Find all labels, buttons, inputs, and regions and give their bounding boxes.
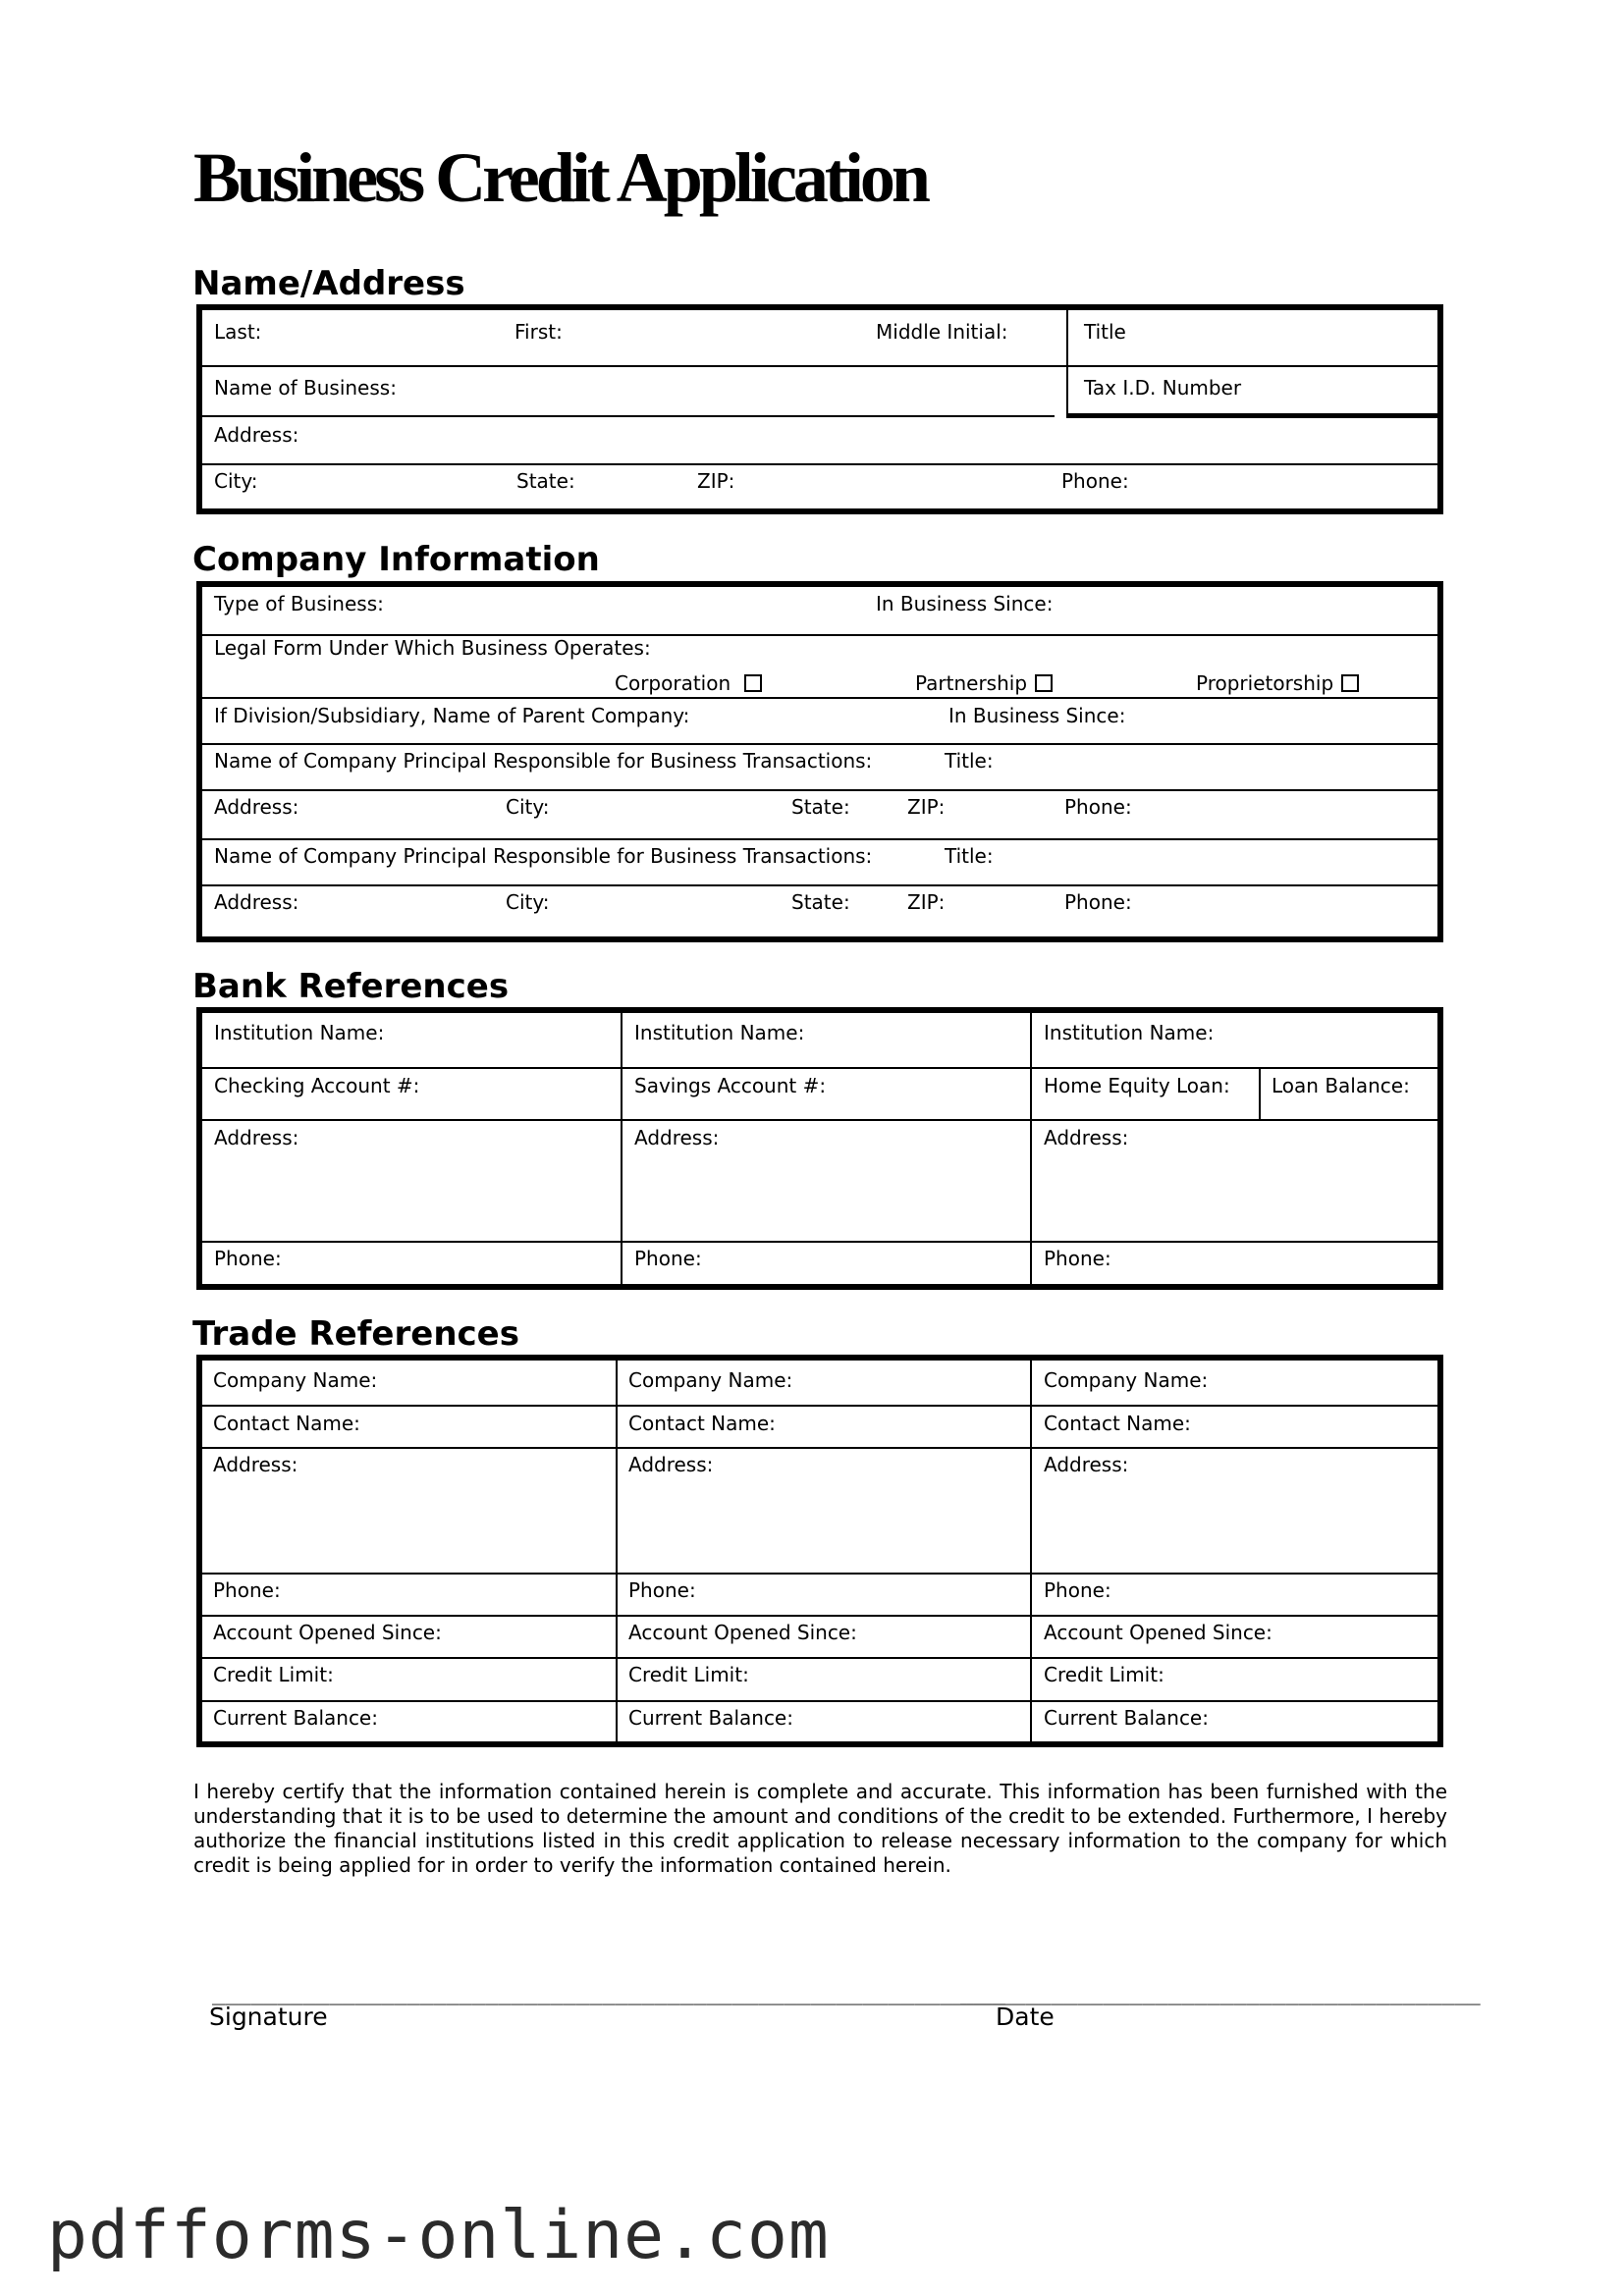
loan-balance-field[interactable]: Loan Balance:: [1272, 1074, 1410, 1097]
savings-account-field[interactable]: Savings Account #:: [634, 1074, 827, 1097]
title-field[interactable]: Title: [1084, 320, 1126, 344]
trade-2-account-opened-field[interactable]: Account Opened Since:: [628, 1621, 857, 1644]
trade-1-credit-limit-field[interactable]: Credit Limit:: [213, 1663, 334, 1686]
company-info-box: [196, 581, 1443, 942]
business-name-field[interactable]: Name of Business:: [214, 376, 397, 400]
trade-3-contact-field[interactable]: Contact Name:: [1044, 1412, 1191, 1435]
signature-label: Signature: [209, 2002, 328, 2031]
principal-1-state-field[interactable]: State:: [791, 795, 850, 819]
trade-3-company-field[interactable]: Company Name:: [1044, 1368, 1209, 1392]
tax-id-field[interactable]: Tax I.D. Number: [1084, 376, 1242, 400]
trade-3-credit-limit-field[interactable]: Credit Limit:: [1044, 1663, 1164, 1686]
trade-1-contact-field[interactable]: Contact Name:: [213, 1412, 360, 1435]
zip-field[interactable]: ZIP:: [697, 469, 735, 493]
principal-2-city-field[interactable]: City:: [506, 890, 550, 914]
section-heading-trade-refs: Trade References: [192, 1314, 519, 1354]
section-heading-name-address: Name/Address: [192, 264, 465, 303]
bank-3-institution-field[interactable]: Institution Name:: [1044, 1021, 1215, 1044]
principal-2-title-field[interactable]: Title:: [945, 844, 994, 868]
city-field[interactable]: City:: [214, 469, 258, 493]
partnership-option[interactable]: [915, 673, 1053, 694]
principal-2-state-field[interactable]: State:: [791, 890, 850, 914]
trade-refs-box: [196, 1355, 1443, 1747]
bank-1-phone-field[interactable]: Phone:: [214, 1247, 282, 1270]
bank-3-phone-field[interactable]: Phone:: [1044, 1247, 1111, 1270]
principal-1-phone-field[interactable]: Phone:: [1064, 795, 1132, 819]
trade-2-company-field[interactable]: Company Name:: [628, 1368, 793, 1392]
partnership-checkbox[interactable]: [1035, 674, 1053, 692]
trade-3-current-balance-field[interactable]: Current Balance:: [1044, 1706, 1209, 1730]
corporation-label: Corporation: [615, 671, 731, 695]
trade-1-current-balance-field[interactable]: Current Balance:: [213, 1706, 378, 1730]
phone-field[interactable]: Phone:: [1061, 469, 1129, 493]
partnership-label: Partnership: [915, 671, 1028, 695]
proprietorship-label: Proprietorship: [1196, 671, 1334, 695]
principal-1-city-field[interactable]: City:: [506, 795, 550, 819]
bank-2-institution-field[interactable]: Institution Name:: [634, 1021, 805, 1044]
in-business-since-field[interactable]: In Business Since:: [876, 592, 1054, 615]
date-label: Date: [996, 2002, 1055, 2031]
legal-form-label: Legal Form Under Which Business Operates:: [214, 636, 651, 660]
principal-2-zip-field[interactable]: ZIP:: [907, 890, 946, 914]
bank-1-institution-field[interactable]: Institution Name:: [214, 1021, 385, 1044]
page-title: Business Credit Application: [193, 138, 927, 217]
type-of-business-field[interactable]: Type of Business:: [214, 592, 384, 615]
middle-initial-field[interactable]: Middle Initial:: [876, 320, 1008, 344]
bank-1-address-field[interactable]: Address:: [214, 1126, 299, 1149]
bank-2-phone-field[interactable]: Phone:: [634, 1247, 702, 1270]
first-name-field[interactable]: First:: [514, 320, 563, 344]
date-line[interactable]: ________________________________________: [960, 1981, 1481, 2005]
principal-2-name-field[interactable]: Name of Company Principal Responsible for Business Transactions:: [214, 844, 873, 868]
trade-1-phone-field[interactable]: Phone:: [213, 1578, 281, 1602]
bank-3-address-field[interactable]: Address:: [1044, 1126, 1129, 1149]
trade-3-address-field[interactable]: Address:: [1044, 1453, 1129, 1476]
address-field[interactable]: Address:: [214, 423, 299, 447]
trade-2-contact-field[interactable]: Contact Name:: [628, 1412, 776, 1435]
trade-3-phone-field[interactable]: Phone:: [1044, 1578, 1111, 1602]
bank-2-address-field[interactable]: Address:: [634, 1126, 720, 1149]
section-heading-company-info: Company Information: [192, 540, 600, 579]
principal-1-address-field[interactable]: Address:: [214, 795, 299, 819]
home-equity-loan-field[interactable]: Home Equity Loan:: [1044, 1074, 1230, 1097]
trade-2-phone-field[interactable]: Phone:: [628, 1578, 696, 1602]
parent-in-business-since-field[interactable]: In Business Since:: [948, 704, 1126, 727]
corporation-checkbox[interactable]: [744, 674, 762, 692]
principal-1-name-field[interactable]: Name of Company Principal Responsible for Business Transactions:: [214, 749, 873, 773]
signature-line[interactable]: _____________________________________________________________: [212, 1981, 1005, 2005]
parent-company-field[interactable]: If Division/Subsidiary, Name of Parent Company:: [214, 704, 690, 727]
last-name-field[interactable]: Last:: [214, 320, 262, 344]
trade-2-current-balance-field[interactable]: Current Balance:: [628, 1706, 793, 1730]
trade-1-address-field[interactable]: Address:: [213, 1453, 298, 1476]
proprietorship-option[interactable]: [1196, 673, 1359, 694]
trade-3-account-opened-field[interactable]: Account Opened Since:: [1044, 1621, 1272, 1644]
trade-1-company-field[interactable]: Company Name:: [213, 1368, 378, 1392]
corporation-option[interactable]: [615, 673, 762, 694]
proprietorship-checkbox[interactable]: [1341, 674, 1359, 692]
state-field[interactable]: State:: [516, 469, 575, 493]
bank-refs-box: [196, 1007, 1443, 1290]
trade-1-account-opened-field[interactable]: Account Opened Since:: [213, 1621, 442, 1644]
principal-2-phone-field[interactable]: Phone:: [1064, 890, 1132, 914]
certification-text: I hereby certify that the information contained herein is complete and accurate. This information has been furnished with the understanding that it is to be used to determine the amount and conditions of the credit to be extended. Furthermore, I hereby authorize the financial institutions listed in this credit application to release necessary information to the company for which credit is being applied for in order to verify the information contained herein.: [193, 1780, 1447, 1877]
trade-2-address-field[interactable]: Address:: [628, 1453, 714, 1476]
principal-1-zip-field[interactable]: ZIP:: [907, 795, 946, 819]
principal-2-address-field[interactable]: Address:: [214, 890, 299, 914]
trade-2-credit-limit-field[interactable]: Credit Limit:: [628, 1663, 749, 1686]
section-heading-bank-refs: Bank References: [192, 967, 510, 1006]
principal-1-title-field[interactable]: Title:: [945, 749, 994, 773]
name-address-box: [196, 304, 1443, 514]
checking-account-field[interactable]: Checking Account #:: [214, 1074, 420, 1097]
watermark: pdfforms-online.com: [47, 2197, 830, 2274]
